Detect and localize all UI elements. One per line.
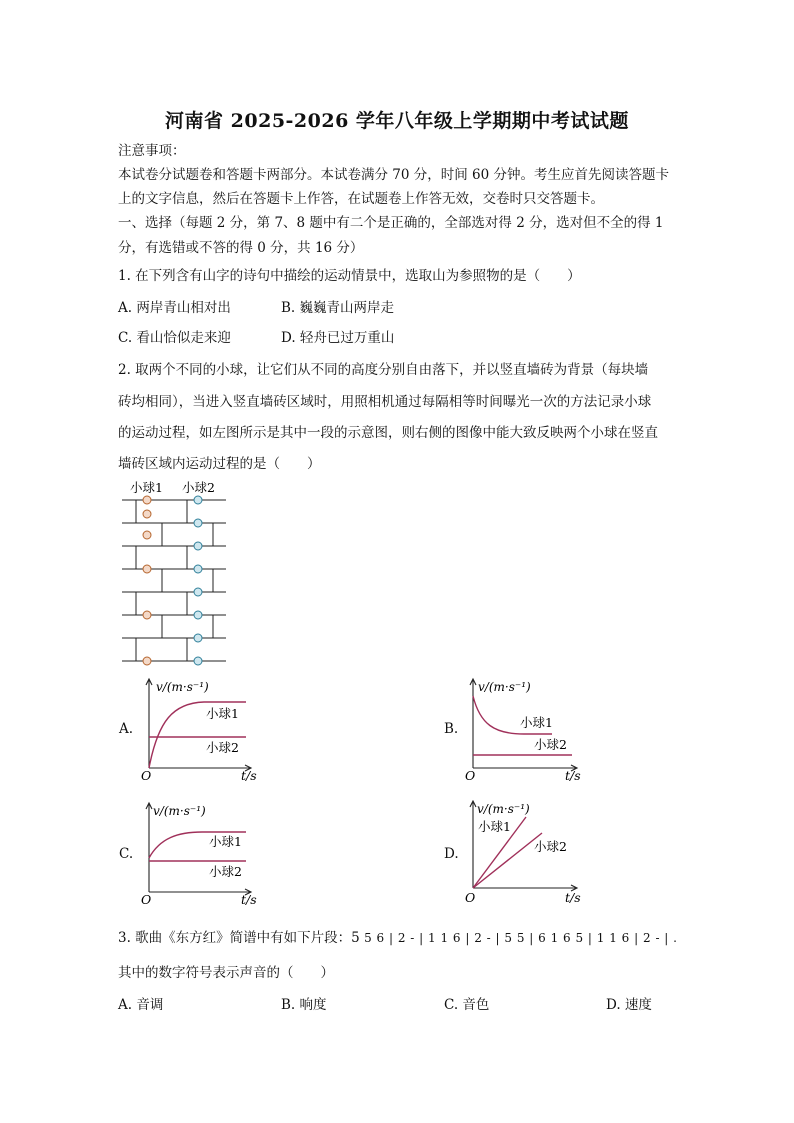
ball1-label: 小球1 (130, 480, 163, 495)
graph-a (138, 676, 268, 784)
q1-option-a: A. 两岸青山相对出 (118, 300, 231, 316)
q1-stem: 1. 在下列含有山字的诗句中描绘的运动情景中，选取山为参照物的是（ ） (118, 268, 581, 284)
ball1-position (143, 565, 151, 573)
graph-d (464, 800, 594, 908)
graph-a-y-label: v/(m·s⁻¹) (156, 680, 209, 694)
graph-c-ball2-label: 小球2 (209, 864, 242, 879)
ball2-position (194, 611, 202, 619)
notice-line-2: 上的文字信息，然后在答题卡上作答，在试题卷上作答无效，交卷时只交答题卡。 (118, 191, 604, 207)
graph-b-origin: O (465, 768, 476, 783)
ball1-position (143, 510, 151, 518)
ball2-position (194, 542, 202, 550)
q1-option-c: C. 看山恰似走来迎 (118, 330, 231, 346)
ball2-position (194, 588, 202, 596)
ball1-position (143, 531, 151, 539)
q3-option-d: D. 速度 (606, 997, 652, 1013)
q3-option-c: C. 音色 (444, 997, 490, 1013)
wall-bricks (122, 500, 226, 661)
q2-stem-line-4: 墙砖区域内运动过程的是（ ） (118, 456, 321, 472)
ball2-position (194, 657, 202, 665)
page-title: 河南省 2025-2026 学年八年级上学期期中考试试题 (165, 110, 629, 132)
option-c-label: C. (119, 846, 134, 862)
option-b-label: B. (444, 721, 459, 737)
graph-c-y-label: v/(m·s⁻¹) (153, 804, 206, 818)
graph-d-origin: O (465, 890, 476, 905)
q1-option-b: B. 巍巍青山两岸走 (281, 300, 395, 316)
ball2-position (194, 496, 202, 504)
q3-notation: 5 6 | 2 - | 1 1 6 | 2 - | 5 5 | 6 1 6 5 | 1 1 6 | 2 - | . (364, 931, 678, 945)
graph-b-y-label: v/(m·s⁻¹) (478, 680, 531, 694)
graph-c-ball1-label: 小球1 (209, 834, 242, 849)
graph-d-ball2-label: 小球2 (534, 839, 567, 854)
ball2-position (194, 519, 202, 527)
notice-line-1: 本试卷分试题卷和答题卡两部分。本试卷满分 70 分，时间 60 分钟。考生应首先阅读答题卡 (118, 167, 670, 183)
ball2-position (194, 565, 202, 573)
ball2-position (194, 634, 202, 642)
q1-option-d: D. 轻舟已过万重山 (281, 330, 395, 346)
q2-stem-line-1: 2. 取两个不同的小球，让它们从不同的高度分别自由落下，并以竖直墙砖为背景（每块墙 (118, 362, 649, 378)
ball1-position (143, 657, 151, 665)
graph-d-ball1-label: 小球1 (478, 819, 511, 834)
q3-option-b: B. 响度 (281, 997, 327, 1013)
graph-c-x-label: t/s (241, 892, 257, 907)
graph-d-y-label: v/(m·s⁻¹) (477, 802, 530, 816)
option-d-label: D. (444, 846, 459, 862)
option-a-label: A. (119, 721, 134, 737)
graph-a-ball1-label: 小球1 (206, 706, 239, 721)
notice-heading: 注意事项： (118, 143, 186, 159)
graph-d-x-label: t/s (565, 890, 581, 905)
graph-c-origin: O (141, 892, 152, 907)
q3-option-a: A. 音调 (118, 997, 164, 1013)
graph-a-ball2-label: 小球2 (206, 740, 239, 755)
graph-a-x-label: t/s (241, 768, 257, 783)
graph-b-ball2-label: 小球2 (534, 737, 567, 752)
graph-b-ball1-label: 小球1 (520, 715, 553, 730)
brick-wall-diagram (118, 478, 230, 666)
graph-a-origin: O (141, 768, 152, 783)
q2-stem-line-2: 砖均相同），当进入竖直墙砖区域时，用照相机通过每隔相等时间曝光一次的方法记录小球 (118, 394, 652, 410)
graph-c (138, 800, 268, 908)
q3-stem (118, 929, 677, 947)
ball1-position (143, 496, 151, 504)
graph-b (464, 676, 594, 784)
ball-positions (143, 496, 202, 665)
q2-stem-line-3: 的运动过程，如左图所示是其中一段的示意图，则右侧的图像中能大致反映两个小球在竖直 (118, 425, 658, 441)
graph-b-x-label: t/s (565, 768, 581, 783)
ball1-position (143, 611, 151, 619)
ball2-label: 小球2 (182, 480, 215, 495)
section-heading-line-2: 分，有选错或不答的得 0 分，共 16 分） (118, 240, 364, 256)
q3-stem-text: 3. 歌曲《东方红》简谱中有如下片段：5 (118, 930, 360, 946)
q3-stem-line-2: 其中的数字符号表示声音的（ ） (118, 965, 334, 981)
section-heading-line-1: 一、选择（每题 2 分，第 7、8 题中有二个是正确的，全部选对得 2 分，选对但不全的得 1 (118, 215, 664, 231)
